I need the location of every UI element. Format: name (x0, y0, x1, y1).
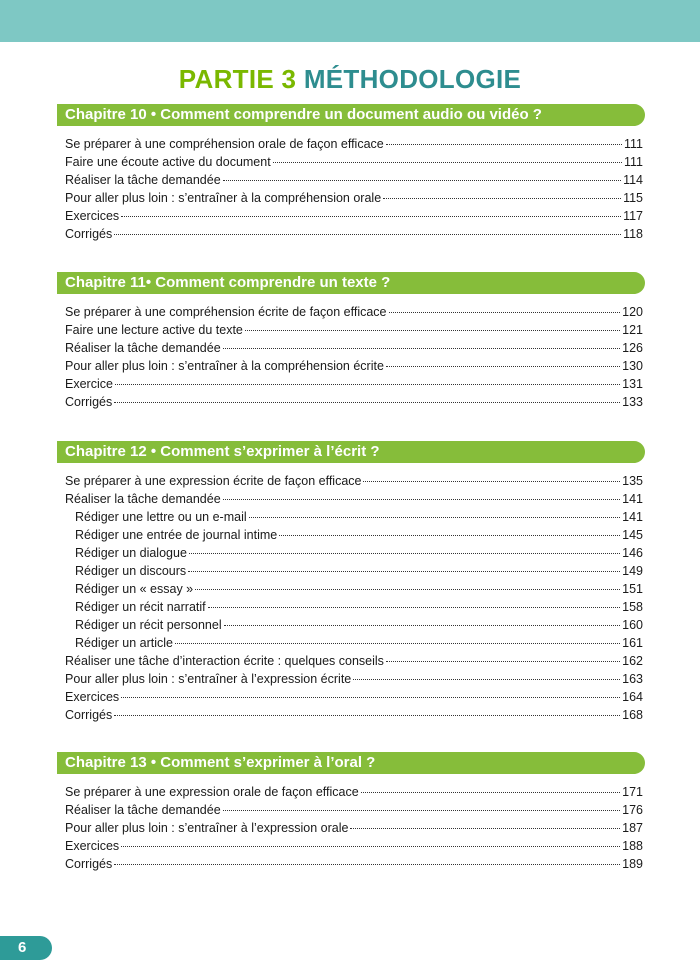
toc-entry-title: Pour aller plus loin : s’entraîner à la compréhension orale (65, 191, 382, 205)
toc-entry-title: Corrigés (65, 395, 113, 409)
toc-entry-title: Exercice (65, 377, 113, 391)
toc-entry-page: 163 (622, 672, 643, 686)
toc-entry-page: 118 (623, 227, 643, 241)
toc-entry[interactable] (65, 225, 643, 243)
toc-entry-page: 158 (622, 600, 643, 614)
toc-entry-title: Réaliser la tâche demandée (65, 803, 221, 817)
toc-entry-page: 135 (622, 474, 643, 488)
toc-entry[interactable] (65, 207, 643, 225)
dot-leader (361, 792, 620, 793)
dot-leader (195, 589, 620, 590)
toc-entry-title: Réaliser une tâche d’interaction écrite : quelques conseils (65, 654, 384, 668)
toc-entry-page: 176 (622, 803, 643, 817)
toc-entry-title: Corrigés (65, 708, 113, 722)
chapter-section (57, 441, 645, 724)
toc-entry[interactable] (65, 580, 643, 598)
dot-leader (223, 348, 620, 349)
dot-leader (115, 384, 620, 385)
toc-entry-title: Pour aller plus loin : s’entraîner à l’expression orale (65, 821, 349, 835)
dot-leader (121, 216, 621, 217)
toc-entry[interactable] (65, 634, 643, 652)
toc-entry-page: 151 (622, 582, 643, 596)
dot-leader (386, 661, 620, 662)
toc-entry[interactable] (65, 339, 643, 357)
toc-entry-page: 141 (622, 510, 643, 524)
toc-entry-title: Rédiger un récit personnel (75, 618, 222, 632)
toc-entry[interactable] (65, 616, 643, 634)
toc-entry-page: 162 (622, 654, 643, 668)
dot-leader (350, 828, 620, 829)
toc-entry-page: 121 (622, 323, 643, 337)
dot-leader (386, 366, 620, 367)
toc-entry[interactable] (65, 189, 643, 207)
dot-leader (245, 330, 620, 331)
dot-leader (223, 810, 620, 811)
toc-entry[interactable] (65, 598, 643, 616)
toc-entry[interactable] (65, 375, 643, 393)
dot-leader (188, 571, 620, 572)
dot-leader (389, 312, 621, 313)
toc-entry[interactable] (65, 688, 643, 706)
chapter-header: Chapitre 10 • Comment comprendre un document audio ou vidéo ? (57, 104, 645, 126)
dot-leader (175, 643, 620, 644)
toc-entry-title: Exercices (65, 690, 120, 704)
toc-entry[interactable] (65, 153, 643, 171)
toc-entry-title: Se préparer à une expression écrite de façon efficace (65, 474, 362, 488)
dot-leader (273, 162, 622, 163)
toc-entry-page: 126 (622, 341, 643, 355)
toc-entry-page: 114 (623, 173, 643, 187)
chapter-section (57, 752, 645, 873)
toc-entry-title: Exercices (65, 209, 120, 223)
toc-entry-title: Rédiger un discours (75, 564, 187, 578)
toc-entry[interactable] (65, 544, 643, 562)
chapter-header: Chapitre 12 • Comment s’exprimer à l’écrit ? (57, 441, 645, 463)
dot-leader (114, 234, 621, 235)
toc-entry-page: 111 (623, 155, 643, 169)
toc-entry-page: 131 (622, 377, 643, 391)
dot-leader (249, 517, 621, 518)
section-title: MÉTHODOLOGIE (303, 64, 522, 94)
toc-entry-title: Exercices (65, 839, 120, 853)
toc-entry-title: Corrigés (65, 857, 113, 871)
dot-leader (386, 144, 622, 145)
page-title (0, 64, 700, 95)
toc-entry-title: Faire une lecture active du texte (65, 323, 243, 337)
dot-leader (224, 625, 621, 626)
toc-entry-page: 120 (622, 305, 643, 319)
toc-entry-title: Corrigés (65, 227, 113, 241)
dot-leader (114, 402, 620, 403)
toc-entry-title: Se préparer à une compréhension orale de façon efficace (65, 137, 384, 151)
toc-entry-title: Réaliser la tâche demandée (65, 492, 221, 506)
dot-leader (353, 679, 620, 680)
chapter-section (57, 272, 645, 411)
toc-entry-title: Rédiger un dialogue (75, 546, 187, 560)
toc-entry-page: 161 (622, 636, 643, 650)
dot-leader (279, 535, 620, 536)
dot-leader (363, 481, 620, 482)
toc-entry-page: 117 (623, 209, 643, 223)
dot-leader (114, 715, 620, 716)
dot-leader (223, 180, 621, 181)
toc-entry[interactable] (65, 508, 643, 526)
toc-list (57, 783, 645, 873)
top-color-band (0, 0, 700, 42)
toc-entry[interactable] (65, 303, 643, 321)
toc-entry[interactable] (65, 321, 643, 339)
toc-list (57, 303, 645, 411)
toc-entry-page: 160 (622, 618, 643, 632)
toc-entry-page: 171 (622, 785, 643, 799)
toc-entry-page: 187 (622, 821, 643, 835)
toc-entry-title: Réaliser la tâche demandée (65, 173, 221, 187)
toc-entry-page: 130 (622, 359, 643, 373)
toc-entry-title: Se préparer à une expression orale de façon efficace (65, 785, 359, 799)
toc-entry-page: 141 (622, 492, 643, 506)
toc-entry-page: 115 (623, 191, 643, 205)
toc-entry[interactable] (65, 526, 643, 544)
chapter-header: Chapitre 13 • Comment s’exprimer à l’oral ? (57, 752, 645, 774)
toc-entry-title: Rédiger une lettre ou un e-mail (75, 510, 247, 524)
toc-entry-title: Faire une écoute active du document (65, 155, 271, 169)
toc-entry-page: 188 (622, 839, 643, 853)
dot-leader (223, 499, 620, 500)
dot-leader (383, 198, 621, 199)
page-number: 6 (0, 936, 52, 960)
chapter-section (57, 104, 645, 243)
toc-entry[interactable] (65, 819, 643, 837)
dot-leader (114, 864, 620, 865)
toc-entry[interactable] (65, 135, 643, 153)
toc-entry-page: 168 (622, 708, 643, 722)
toc-entry-page: 111 (623, 137, 643, 151)
toc-entry[interactable] (65, 783, 643, 801)
toc-entry-title: Rédiger une entrée de journal intime (75, 528, 278, 542)
toc-entry-title: Rédiger un récit narratif (75, 600, 206, 614)
toc-entry[interactable] (65, 171, 643, 189)
toc-list (57, 135, 645, 243)
toc-entry[interactable] (65, 670, 643, 688)
dot-leader (121, 846, 620, 847)
toc-entry-title: Pour aller plus loin : s’entraîner à l’expression écrite (65, 672, 352, 686)
toc-entry[interactable] (65, 393, 643, 411)
toc-entry-title: Réaliser la tâche demandée (65, 341, 221, 355)
toc-entry[interactable] (65, 855, 643, 873)
toc-entry-page: 149 (622, 564, 643, 578)
toc-entry-page: 189 (622, 857, 643, 871)
toc-entry[interactable] (65, 706, 643, 724)
toc-entry-page: 133 (622, 395, 643, 409)
toc-entry[interactable] (65, 562, 643, 580)
dot-leader (208, 607, 621, 608)
toc-list (57, 472, 645, 724)
dot-leader (121, 697, 620, 698)
toc-entry[interactable] (65, 472, 643, 490)
toc-entry-page: 146 (622, 546, 643, 560)
toc-entry[interactable] (65, 357, 643, 375)
toc-entry[interactable] (65, 837, 643, 855)
toc-entry[interactable] (65, 801, 643, 819)
dot-leader (189, 553, 620, 554)
toc-entry-page: 145 (622, 528, 643, 542)
toc-entry-title: Pour aller plus loin : s’entraîner à la compréhension écrite (65, 359, 384, 373)
toc-entry[interactable] (65, 652, 643, 670)
part-label: PARTIE 3 (178, 64, 297, 94)
toc-entry-title: Se préparer à une compréhension écrite de façon efficace (65, 305, 387, 319)
toc-entry-page: 164 (622, 690, 643, 704)
toc-entry-title: Rédiger un « essay » (75, 582, 194, 596)
toc-entry[interactable] (65, 490, 643, 508)
toc-entry-title: Rédiger un article (75, 636, 173, 650)
chapter-header: Chapitre 11• Comment comprendre un texte ? (57, 272, 645, 294)
